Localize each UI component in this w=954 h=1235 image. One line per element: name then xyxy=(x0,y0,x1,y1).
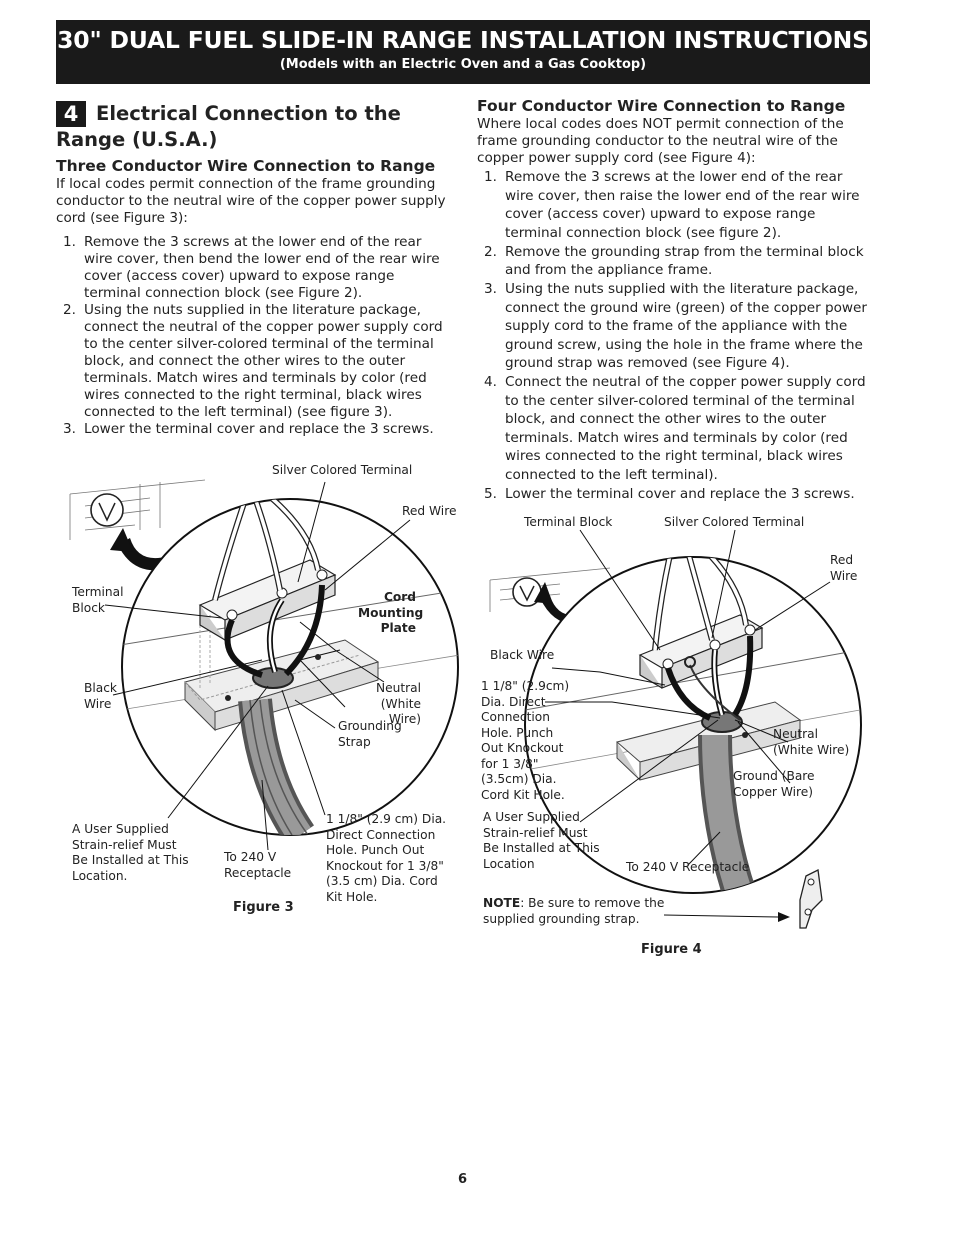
fig3-label-terminal-block: Terminal Block xyxy=(72,585,124,615)
fig4-label-neutral: Neutral (White Wire) xyxy=(773,727,850,757)
page-number: 6 xyxy=(458,1172,468,1187)
list-item: 1. Remove the 3 screws at the lower end of the rear wire cover, then bend the lower end of the rear wire cover (access cover) upward to expose range terminal connection block (see Figure 2). xyxy=(63,234,440,301)
fig3-label-neutral: Neutral (White Wire) xyxy=(376,681,421,726)
figure-4-caption: Figure 4 xyxy=(641,942,702,957)
fig4-label-strain-relief: A User Supplied Strain-relief Must Be Installed at This Location xyxy=(483,810,600,871)
fig4-label-terminal-block: Terminal Block xyxy=(524,515,613,529)
page-subtitle: (Models with an Electric Oven and a Gas Cooktop) xyxy=(279,57,647,72)
page-title: 30" DUAL FUEL SLIDE-IN RANGE INSTALLATION INSTRUCTIONS xyxy=(57,26,869,54)
fig3-label-to-240v: To 240 V Receptacle xyxy=(224,850,292,880)
fig4-label-hole: 1 1/8" (2.9cm) Dia. Direct Connection Hole. Punch Out Knockout for 1 3/8" (3.5cm) Dia. Cord Kit Hole. xyxy=(481,679,570,802)
three-conductor-heading: Three Conductor Wire Connection to Range xyxy=(56,157,436,175)
list-item: 4. Connect the neutral of the copper power supply cord to the center silver-colored terminal of the terminal block, and connect the other wires to the outer terminals. Match wires and terminals by color (red wires connected to the right terminal, black wires connected to the left terminal). xyxy=(484,374,866,483)
fig4-label-red-wire: Red Wire xyxy=(830,553,858,583)
fig4-label-ground: Ground (Bare Copper Wire) xyxy=(733,769,815,799)
fig3-label-cord-plate: Cord Mounting Plate xyxy=(358,590,424,635)
list-item: 5. Lower the terminal cover and replace the 3 screws. xyxy=(484,485,855,502)
fig4-label-silver-terminal: Silver Colored Terminal xyxy=(664,515,805,529)
grounding-strap-icon xyxy=(800,870,822,928)
fig4-label-to-240v: To 240 V Receptacle xyxy=(626,860,750,874)
list-item: 2. Using the nuts supplied in the literature package, connect the neutral of the copper power supply cord to the center silver-colored terminal of the terminal block, and connect the other wires to the outer terminals. Match wires and terminals by color (red wires connected to the right terminal, black wires connected to the left terminal) (see figure 3). xyxy=(63,302,443,420)
list-item: 3. Lower the terminal cover and replace the 3 screws. xyxy=(63,421,434,437)
four-conductor-intro: Where local codes does NOT permit connection of the frame grounding conductor to the neutral wire of the copper power supply cord (see Figure 4): xyxy=(477,116,844,166)
fig4-note: NOTE: Be sure to remove the supplied grounding strap. xyxy=(483,896,665,926)
fig3-label-strain-relief: A User Supplied Strain-relief Must Be Installed at This Location. xyxy=(72,822,189,883)
fig3-label-grounding-strap: Grounding Strap xyxy=(338,719,402,749)
section-title: Electrical Connection to the Range (U.S.A.) xyxy=(56,102,401,151)
section-number-badge: 4 xyxy=(56,101,86,127)
fig3-label-hole: 1 1/8" (2.9 cm) Dia. Direct Connection Hole. Punch Out Knockout for 1 3/8" (3.5 cm) Dia. Cord Kit Hole. xyxy=(326,812,447,904)
figure-3-caption: Figure 3 xyxy=(233,900,294,915)
fig3-label-silver-terminal: Silver Colored Terminal xyxy=(272,463,413,477)
four-conductor-heading: Four Conductor Wire Connection to Range xyxy=(477,97,846,115)
list-item: 3. Using the nuts supplied with the literature package, connect the ground wire (green) of the copper power supply cord to the frame of the appliance with the ground screw, using the hole in the frame where the ground strap was removed (see Figure 4). xyxy=(484,281,868,371)
three-conductor-intro: If local codes permit connection of the frame grounding conductor to the neutral wire of the copper power supply cord (see Figure 3): xyxy=(56,176,446,226)
list-item: 2. Remove the grounding strap from the terminal block and from the appliance frame. xyxy=(484,243,864,278)
list-item: 1. Remove the 3 screws at the lower end of the rear wire cover, then raise the lower end of the rear wire cover (access cover) upward to expose range terminal connection block (see figure 2). xyxy=(484,169,860,241)
fig3-label-black-wire: Black Wire xyxy=(84,681,117,711)
fig3-label-red-wire: Red Wire xyxy=(402,504,457,518)
fig4-label-black-wire: Black Wire xyxy=(490,648,555,662)
